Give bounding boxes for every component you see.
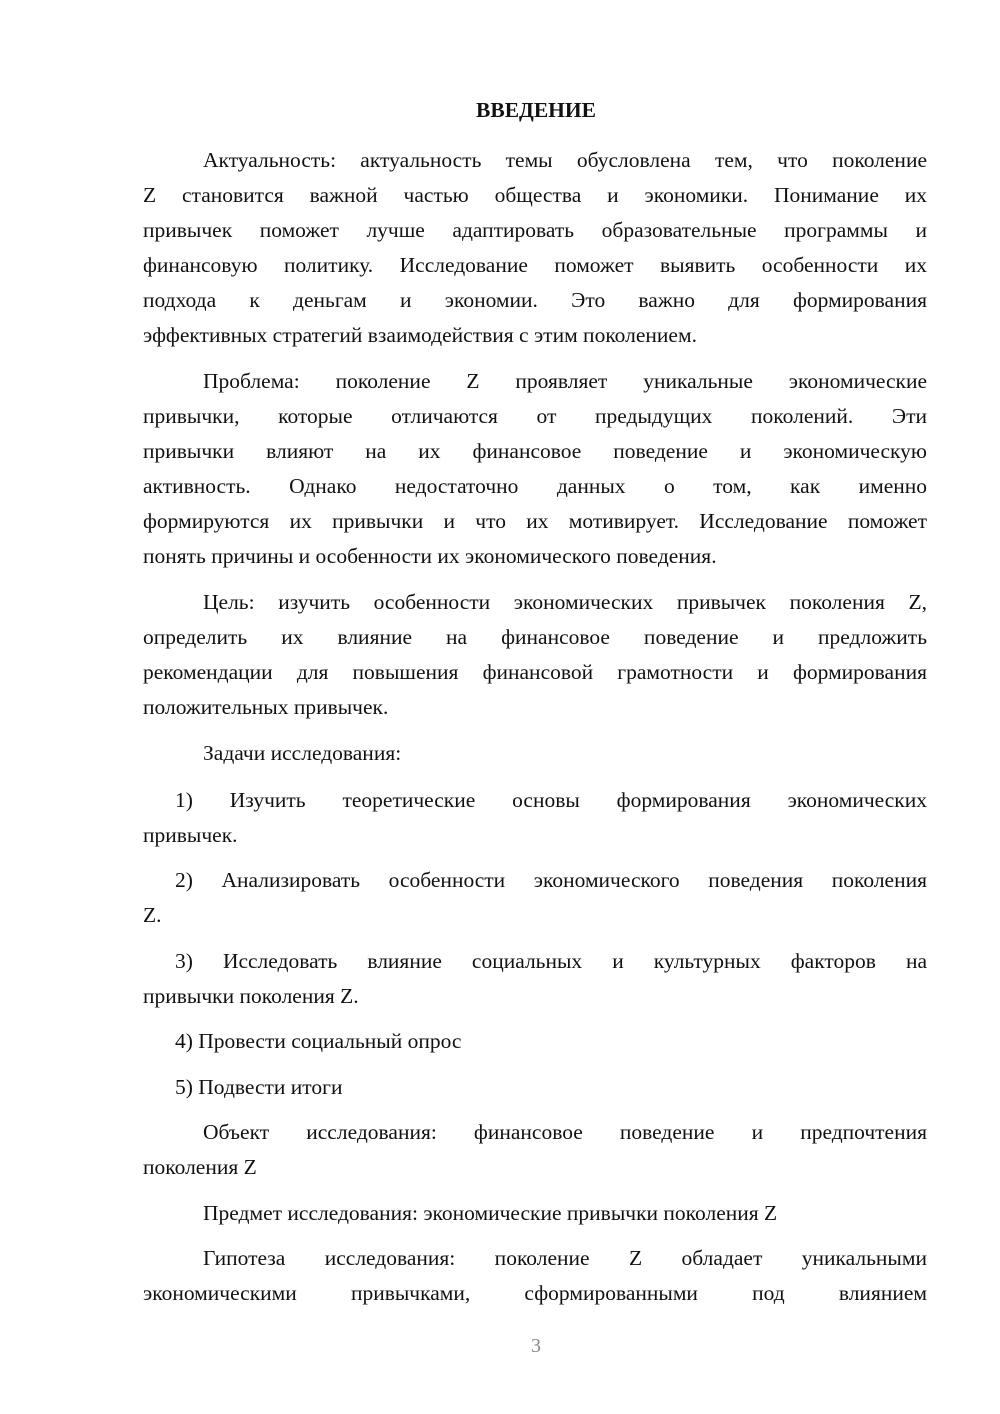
- paragraph-line: определить их влияние на финансовое поведение и предложить: [143, 625, 927, 649]
- paragraph-line: привычки влияют на их финансовое поведение и экономическую: [143, 439, 927, 463]
- paragraph-line: положительных привычек.: [143, 695, 389, 719]
- paragraph-line: Цель: изучить особенности экономических привычек поколения Z,: [203, 590, 927, 614]
- paragraph-line: эффективных стратегий взаимодействия с этим поколением.: [143, 323, 697, 347]
- tasks-heading: Задачи исследования:: [203, 741, 402, 765]
- paragraph-line: понять причины и особенности их экономического поведения.: [143, 544, 717, 568]
- paragraph-line: формируются их привычки и что их мотивирует. Исследование поможет: [143, 509, 927, 533]
- section-title: ВВЕДЕНИЕ: [476, 98, 596, 122]
- list-item: 5) Подвести итоги: [175, 1075, 343, 1099]
- paragraph-line: подхода к деньгам и экономии. Это важно для формирования: [143, 288, 927, 312]
- list-item: 1) Изучить теоретические основы формирования экономических: [175, 788, 927, 812]
- page-number: 3: [531, 1335, 541, 1357]
- paragraph-line: Предмет исследования: экономические привычки поколения Z: [203, 1201, 778, 1225]
- paragraph-line: поколения Z: [143, 1155, 257, 1179]
- paragraph-line: привычки, которые отличаются от предыдущих поколений. Эти: [143, 404, 927, 428]
- paragraph-line: Актуальность: актуальность темы обусловлена тем, что поколение: [203, 148, 927, 172]
- list-item: 2) Анализировать особенности экономического поведения поколения: [175, 868, 927, 892]
- paragraph-line: Объект исследования: финансовое поведение и предпочтения: [203, 1120, 927, 1144]
- list-item-continuation: привычки поколения Z.: [143, 984, 359, 1008]
- list-item: 3) Исследовать влияние социальных и культурных факторов на: [175, 949, 927, 973]
- list-item: 4) Провести социальный опрос: [175, 1029, 462, 1053]
- paragraph-line: активность. Однако недостаточно данных о том, как именно: [143, 474, 927, 498]
- paragraph-line: Z становится важной частью общества и экономики. Понимание их: [143, 183, 927, 207]
- paragraph-line: Проблема: поколение Z проявляет уникальные экономические: [203, 369, 927, 393]
- paragraph-line: экономическими привычками, сформированными под влиянием: [143, 1281, 927, 1305]
- list-item-continuation: привычек.: [143, 823, 238, 847]
- paragraph-line: Гипотеза исследования: поколение Z обладает уникальными: [203, 1246, 927, 1270]
- paragraph-line: финансовую политику. Исследование поможет выявить особенности их: [143, 253, 927, 277]
- paragraph-line: привычек поможет лучше адаптировать образовательные программы и: [143, 218, 927, 242]
- paragraph-line: рекомендации для повышения финансовой грамотности и формирования: [143, 660, 927, 684]
- list-item-continuation: Z.: [143, 903, 162, 927]
